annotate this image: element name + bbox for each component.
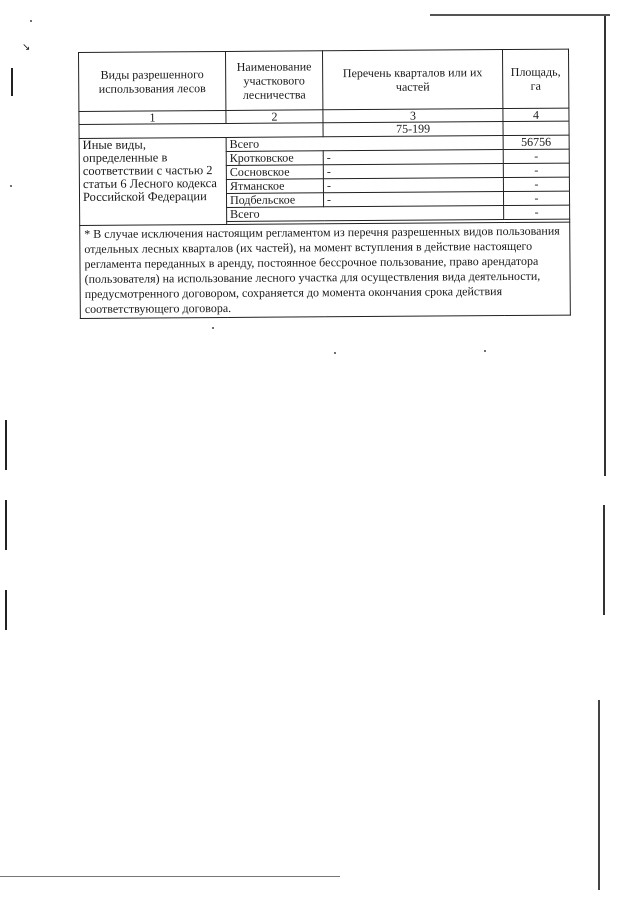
footnote-row [80, 222, 571, 318]
footnote: * В случае исключения настоящим регламентом из перечня разрешенных видов пользования отдельных лесных кварталов (их частей), на момент вступления в действие настоящего регламента переданных в аренду, постоянное бессрочное пользование, право арендатора (пользователя) на использование лесного участка для осуществления вида деятельности, предусмотренного договором, сохраняется до момента окончания срока действия соответствующего договора. [80, 222, 571, 318]
forestry-area: - [503, 163, 569, 177]
column-number: 4 [503, 108, 569, 121]
header-use-types: Виды разрешенного использования лесов [79, 51, 226, 111]
scan-edge-bottom [0, 876, 340, 877]
scan-mark-left-4 [5, 590, 7, 630]
scan-dot [334, 352, 336, 354]
forestry-quarters: - [323, 164, 503, 179]
bottom-total-label: Всего [227, 206, 504, 222]
scan-mark-arrow: ↘ [22, 42, 31, 53]
forest-use-table [78, 49, 571, 319]
forestry-quarters: - [323, 178, 503, 193]
quarters-range: 75-199 [323, 122, 503, 137]
scan-mark-left-1 [11, 68, 13, 96]
forestry-quarters: - [323, 192, 503, 207]
scan-edge-right-bottom [598, 700, 600, 890]
scan-dot [30, 20, 32, 22]
total-area: 56756 [503, 135, 569, 149]
scan-edge-top [430, 14, 610, 16]
forestry-area: - [503, 177, 569, 191]
use-type-cell: Иные виды, определенные в соответствии с частью 2 статьи 6 Лесного кодекса Российской Федерации [79, 137, 227, 225]
forestry-area: - [503, 149, 569, 163]
header-forestry-name: Наименование участкового лесничества [225, 51, 322, 111]
column-number: 2 [226, 110, 323, 124]
total-label: Всего [226, 136, 503, 152]
forestry-name: Сосновское [226, 165, 323, 180]
scan-edge-right-lower [603, 505, 605, 615]
scan-mark-left-3 [5, 500, 7, 550]
forestry-name: Подбельское [226, 193, 323, 208]
forestry-name: Ятманское [226, 179, 323, 194]
scan-dot [10, 185, 12, 187]
empty-cell [503, 121, 569, 135]
bottom-total-area: - [504, 205, 570, 219]
header-quarters: Перечень кварталов или их частей [322, 50, 502, 110]
scan-dot [212, 327, 214, 329]
table-header-row [79, 49, 569, 111]
scan-mark-left-2 [5, 420, 7, 470]
forestry-quarters: - [323, 150, 503, 165]
scan-dot [484, 350, 486, 352]
forestry-area: - [503, 191, 569, 205]
column-number: 3 [323, 109, 503, 123]
column-number: 1 [79, 110, 226, 124]
scan-edge-right [604, 16, 606, 476]
forestry-name: Кротковское [226, 151, 323, 166]
header-area: Площадь, га [502, 49, 568, 108]
